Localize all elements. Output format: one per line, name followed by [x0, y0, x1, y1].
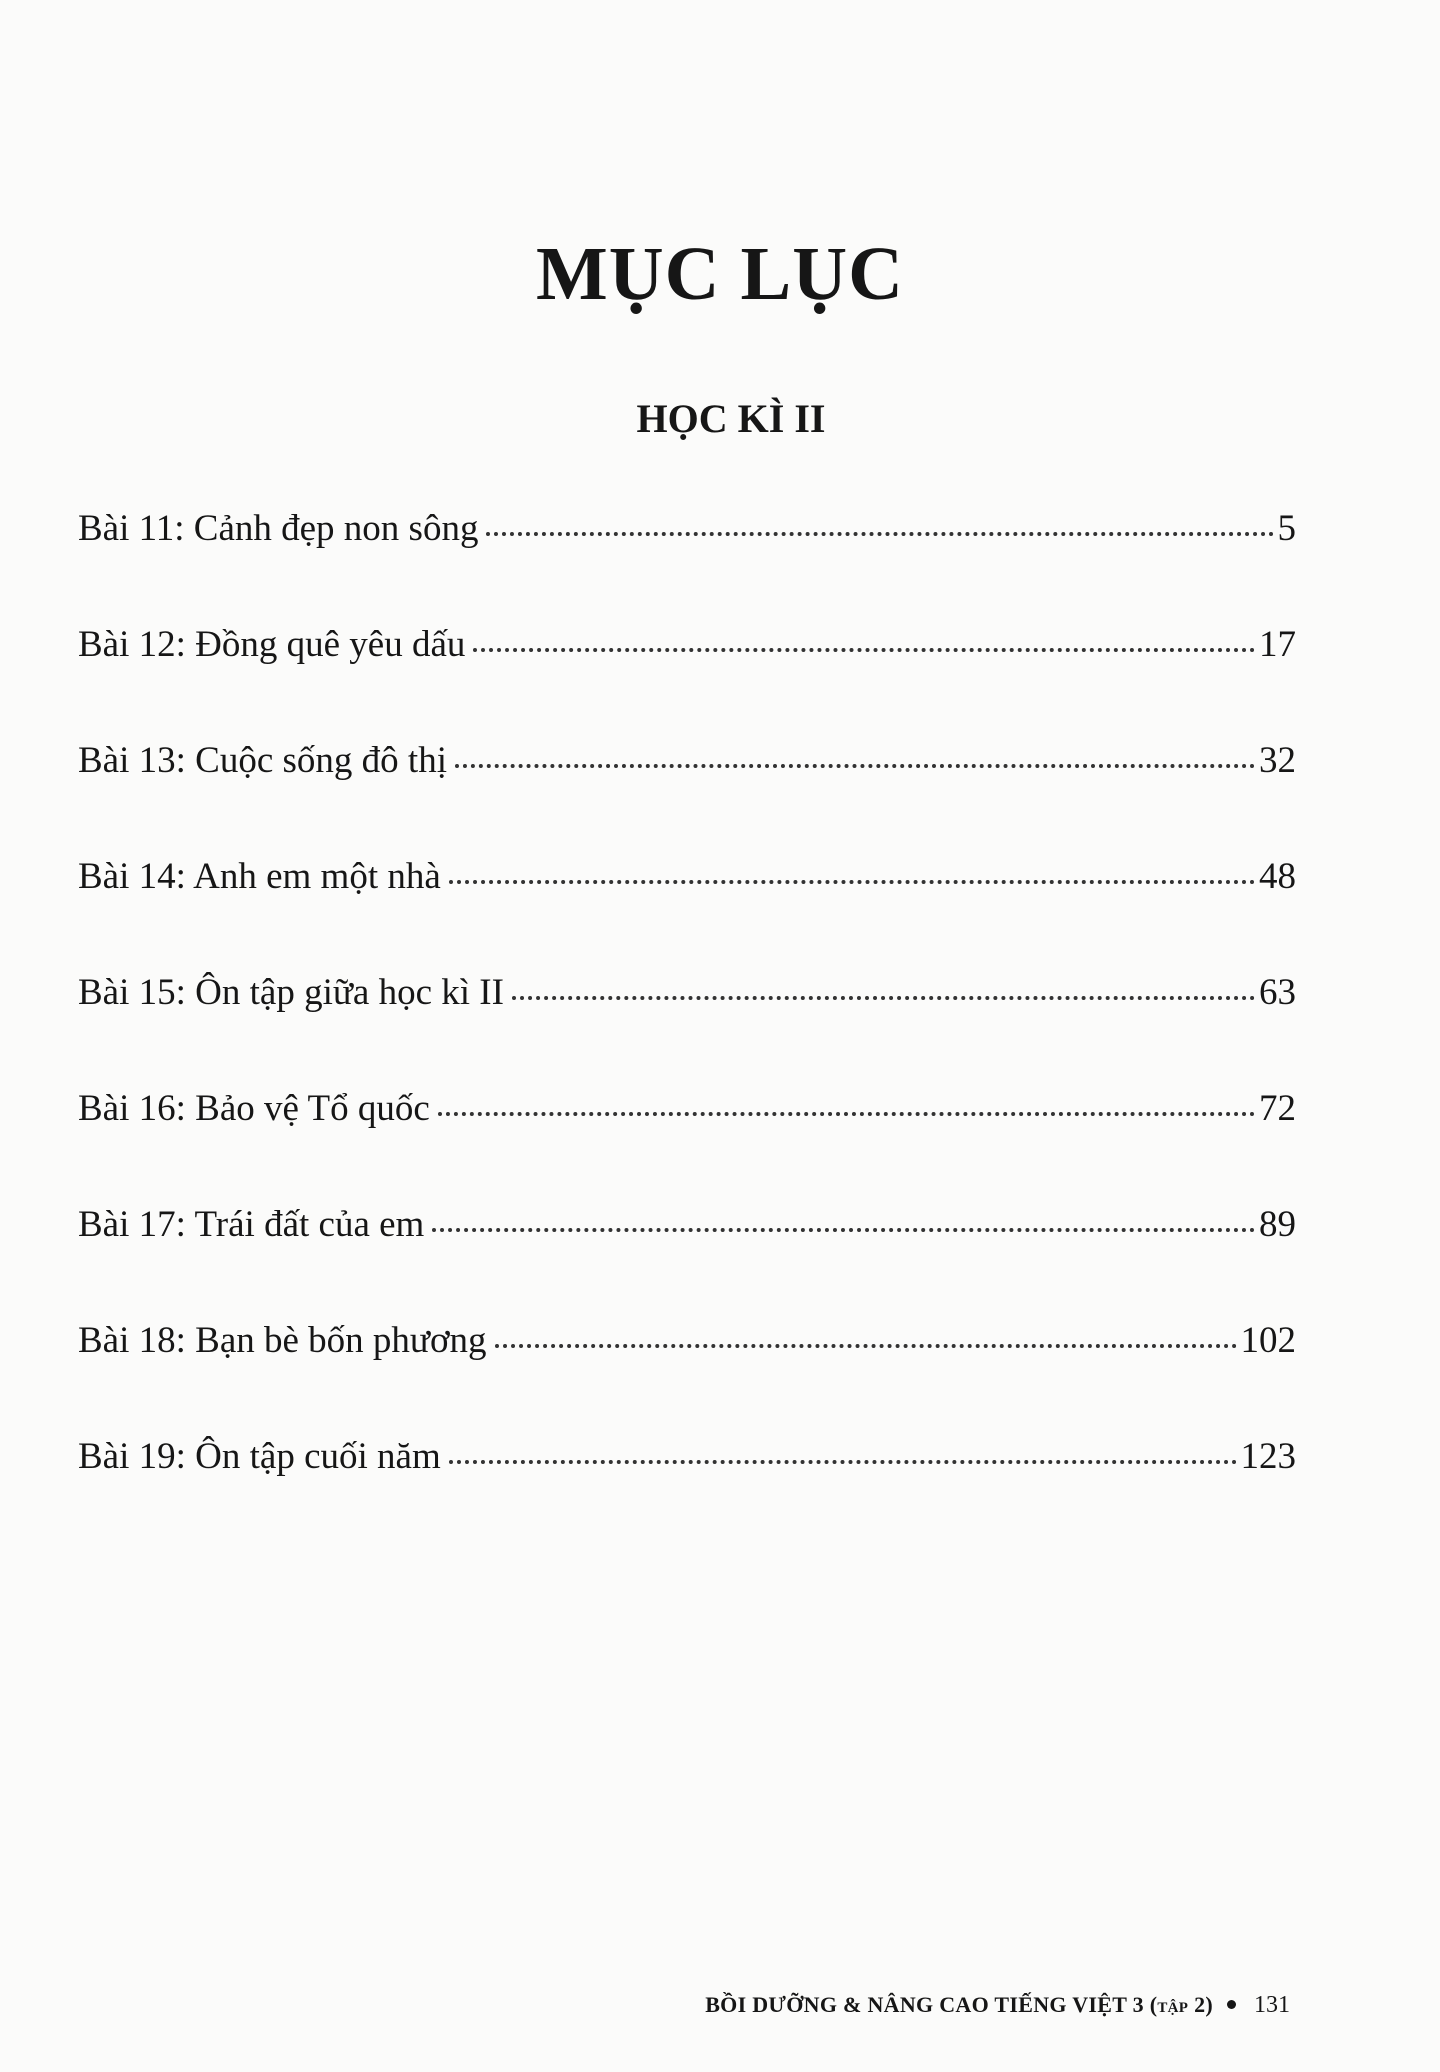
toc-entry-page: 17	[1259, 624, 1296, 665]
footer-book-title: BỒI DƯỠNG & NÂNG CAO TIẾNG VIỆT 3 (tập 2)	[705, 1992, 1213, 2017]
toc-entry-label: Bài 18: Bạn bè bốn phương	[78, 1320, 487, 1361]
toc-entry-label: Bài 16: Bảo vệ Tổ quốc	[78, 1088, 430, 1129]
toc-entry-page: 32	[1259, 740, 1296, 781]
dot-leader	[495, 1344, 1237, 1348]
dot-leader	[438, 1112, 1255, 1116]
toc-entry-label: Bài 19: Ôn tập cuối năm	[78, 1436, 441, 1477]
toc-entry-label: Bài 17: Trái đất của em	[78, 1204, 425, 1245]
dot-leader	[449, 880, 1255, 884]
toc-entry-label: Bài 11: Cảnh đẹp non sông	[78, 508, 479, 549]
toc-entry-label: Bài 13: Cuộc sống đô thị	[78, 740, 447, 781]
toc-entry[interactable]	[78, 1322, 1296, 1438]
running-footer	[705, 1992, 1290, 2019]
toc-entry[interactable]	[78, 858, 1296, 974]
bullet-icon	[1227, 2000, 1236, 2009]
toc-entry-page: 48	[1259, 856, 1296, 897]
toc-entry[interactable]	[78, 742, 1296, 858]
footer-page-number: 131	[1254, 1992, 1290, 2018]
dot-leader	[449, 1460, 1237, 1464]
toc-entry-page: 72	[1259, 1088, 1296, 1129]
toc-entry-page: 5	[1277, 508, 1296, 549]
dot-leader	[455, 764, 1255, 768]
toc-entry[interactable]	[78, 626, 1296, 742]
toc-entry[interactable]	[78, 1438, 1296, 1554]
toc-entry[interactable]	[78, 510, 1296, 626]
toc-entry-page: 123	[1240, 1436, 1296, 1477]
dot-leader	[512, 996, 1255, 1000]
page-title: MỤC LỤC	[536, 232, 904, 316]
dot-leader	[432, 1228, 1255, 1232]
dot-leader	[486, 532, 1273, 536]
toc-entry-label: Bài 14: Anh em một nhà	[78, 856, 441, 897]
toc-entry[interactable]	[78, 974, 1296, 1090]
toc-entry[interactable]	[78, 1090, 1296, 1206]
section-heading: HỌC KÌ II	[636, 396, 826, 441]
toc-entry[interactable]	[78, 1206, 1296, 1322]
toc-entry-page: 63	[1259, 972, 1296, 1013]
toc-entry-page: 89	[1259, 1204, 1296, 1245]
toc-entry-label: Bài 15: Ôn tập giữa học kì II	[78, 972, 504, 1013]
toc-entry-label: Bài 12: Đồng quê yêu dấu	[78, 624, 466, 665]
dot-leader	[473, 648, 1255, 652]
toc-entry-page: 102	[1240, 1320, 1296, 1361]
table-of-contents	[78, 510, 1296, 1554]
